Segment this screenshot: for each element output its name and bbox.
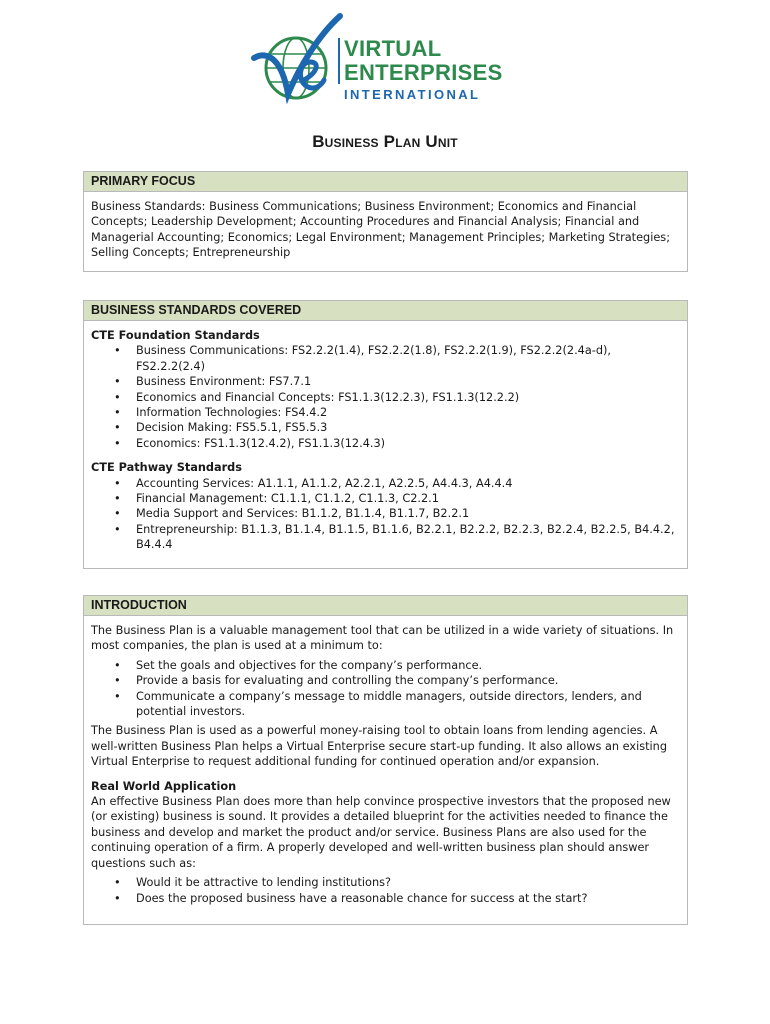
- list-item: • Business Communications: FS2.2.2(1.4), FS2.2.2(1.8), FS2.2.2(1.9), FS2.2.2(2.4a-d), FS2.2.2(2.4): [91, 343, 680, 374]
- primary-focus-text: Business Standards: Business Communications; Business Environment; Economics and Financial Concepts; Leadership Development; Accounting Procedures and Financial Analysis; Financial and Managerial Accounting; Economics; Legal Environment; Management Principles; Marketing Strategies; Selling Concepts; Entrepreneurship: [91, 200, 671, 260]
- logo-line-3: INTERNATIONAL: [344, 87, 481, 102]
- list-item: • Set the goals and objectives for the company’s performance.: [91, 658, 680, 673]
- list-item: • Business Environment: FS7.7.1: [91, 374, 680, 389]
- foundation-standards-list: [91, 343, 680, 451]
- list-item: • Does the proposed business have a reasonable chance for success at the start?: [91, 891, 680, 906]
- logo-wordmark: [344, 38, 503, 101]
- vei-logo: [248, 10, 518, 110]
- list-item: • Communicate a company’s message to middle managers, outside directors, lenders, and potential investors.: [91, 689, 680, 720]
- logo-line-1: VIRTUAL: [344, 36, 442, 61]
- list-item: • Financial Management: C1.1.1, C1.1.2, C1.1.3, C2.2.1: [91, 491, 680, 506]
- list-item: • Information Technologies: FS4.4.2: [91, 405, 680, 420]
- list-item: • Accounting Services: A1.1.1, A1.1.2, A2.2.1, A2.2.5, A4.4.3, A4.4.4: [91, 476, 680, 491]
- pathway-standards-list: [91, 476, 680, 553]
- primary-focus-section: [83, 171, 688, 272]
- logo-line-2: ENTERPRISES: [344, 60, 503, 85]
- standards-heading: BUSINESS STANDARDS COVERED: [84, 301, 687, 321]
- primary-focus-heading: PRIMARY FOCUS: [84, 172, 687, 192]
- logo-divider: [338, 38, 340, 84]
- intro-paragraph-3: An effective Business Plan does more than help convince prospective investors that the proposed new (or existing) business is sound. It provides a detailed blueprint for the activities needed to finance the business and develop and market the product and/or service. Business Plans are also used for the continuing operation of a firm. A properly developed and well-written business plan should answer questions such as:: [91, 795, 671, 870]
- page-title: Business Plan Unit: [312, 132, 458, 151]
- questions-list: [91, 875, 680, 906]
- intro-paragraph-2: The Business Plan is used as a powerful money-raising tool to obtain loans from lending agencies. A well-written Business Plan helps a Virtual Enterprise secure start-up funding. It also allows an existing Virtual Enterprise to request additional funding for continued operation and/or expansion.: [91, 724, 668, 769]
- list-item: • Decision Making: FS5.5.1, FS5.5.3: [91, 420, 680, 435]
- list-item: • Entrepreneurship: B1.1.3, B1.1.4, B1.1.5, B1.1.6, B2.2.1, B2.2.2, B2.2.3, B2.2.4, B2.2.5, B4.4.2, B4.4.4: [91, 522, 680, 553]
- introduction-heading: INTRODUCTION: [84, 596, 687, 616]
- list-item: • Provide a basis for evaluating and controlling the company’s performance.: [91, 673, 680, 688]
- intro-uses-list: [91, 658, 680, 720]
- list-item: • Economics: FS1.1.3(12.4.2), FS1.1.3(12.4.3): [91, 436, 680, 451]
- pathway-standards-title: CTE Pathway Standards: [91, 461, 242, 475]
- standards-section: [83, 300, 688, 569]
- globe-monogram-icon: [248, 10, 344, 110]
- list-item: • Media Support and Services: B1.1.2, B1.1.4, B1.1.7, B2.2.1: [91, 506, 680, 521]
- real-world-application-title: Real World Application: [91, 779, 237, 793]
- list-item: • Would it be attractive to lending institutions?: [91, 875, 680, 890]
- intro-paragraph-1: The Business Plan is a valuable management tool that can be utilized in a wide variety of situations. In most companies, the plan is used at a minimum to:: [91, 624, 674, 653]
- list-item: • Economics and Financial Concepts: FS1.1.3(12.2.3), FS1.1.3(12.2.2): [91, 390, 680, 405]
- foundation-standards-title: CTE Foundation Standards: [91, 329, 260, 342]
- introduction-section: [83, 595, 688, 925]
